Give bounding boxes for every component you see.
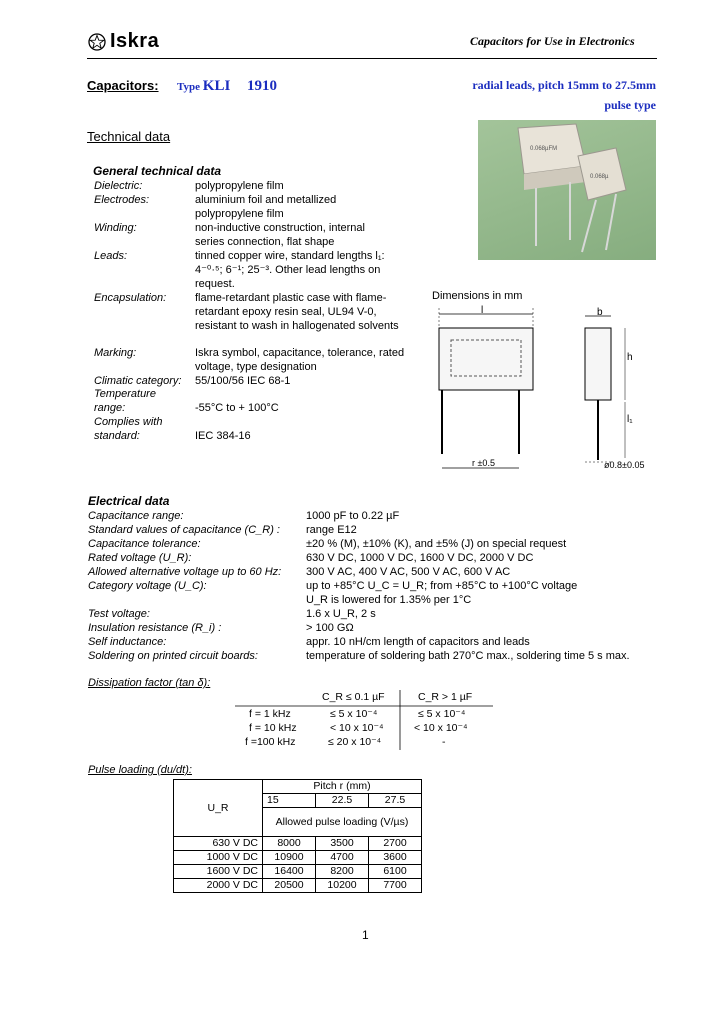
type-name: KLI <box>202 78 231 94</box>
dissipation-f2: f = 10 kHz <box>249 722 297 734</box>
dim-b-label: b <box>597 307 603 318</box>
page-number: 1 <box>362 928 369 942</box>
climatic-category-label: Climatic category: <box>94 375 182 387</box>
pulse-cell: 16400 <box>263 865 316 879</box>
dim-l1-label: l₁ <box>627 414 633 425</box>
pulse-cell: 3600 <box>369 851 422 865</box>
test-voltage-value: 1.6 x U_R, 2 s <box>306 608 376 620</box>
iskra-star-icon <box>88 33 106 51</box>
dissipation-f3-b: - <box>442 736 446 748</box>
table-row <box>174 837 422 851</box>
table-row <box>174 865 422 879</box>
voltage-cell: 2000 V DC <box>174 879 263 893</box>
electrical-data-heading: Electrical data <box>88 494 170 508</box>
pitch-22-5: 22.5 <box>316 794 369 808</box>
dissipation-f2-b: < 10 x 10⁻⁴ <box>414 722 468 734</box>
dim-h-label: h <box>627 352 633 363</box>
temperature-range-label: Temperature range: <box>94 388 156 414</box>
technical-data-heading: Technical data <box>87 129 171 144</box>
complies-value: IEC 384-16 <box>195 430 251 442</box>
pitch-27-5: 27.5 <box>369 794 422 808</box>
pulse-cell: 10900 <box>263 851 316 865</box>
ur-header: U_R <box>174 780 263 837</box>
dimensions-label: Dimensions in mm <box>432 290 523 302</box>
pulse-cell: 10200 <box>316 879 369 893</box>
electrodes-value: aluminium foil and metallized polypropylene film <box>195 194 337 220</box>
pulse-cell: 6100 <box>369 865 422 879</box>
dielectric-value: polypropylene film <box>195 180 284 192</box>
dissipation-f3: f =100 kHz <box>245 736 296 748</box>
header-tagline: Capacitors for Use in Electronics <box>470 34 635 48</box>
general-technical-heading: General technical data <box>93 164 222 178</box>
type-number: 1910 <box>247 78 278 94</box>
dissipation-heading: Dissipation factor (tan δ): <box>88 677 211 689</box>
dim-l-label: l <box>481 305 484 316</box>
dissipation-f3-a: ≤ 20 x 10⁻⁴ <box>328 736 382 748</box>
pulse-cell: 8000 <box>263 837 316 851</box>
leads-value: tinned copper wire, standard lengths l₁: 4⁻⁰·⁵; 6⁻¹; 25⁻³. Other lead lengths on request. <box>195 250 385 290</box>
dim-d-label: ø0.8±0.05 <box>604 460 645 470</box>
insulation-resistance-label: Insulation resistance (R_i) : <box>88 622 222 634</box>
complies-label: Complies with standard: <box>94 416 163 442</box>
standard-values-label: Standard values of capacitance (C_R) : <box>88 524 280 536</box>
insulation-resistance-value: > 100 GΩ <box>306 622 354 634</box>
pitch-header: Pitch r (mm) <box>263 780 422 794</box>
pulse-cell: 8200 <box>316 865 369 879</box>
brand-name: Iskra <box>110 30 160 52</box>
dissipation-col1: C_R ≤ 0.1 µF <box>322 691 385 703</box>
pulse-heading: Pulse loading (du/dt): <box>88 764 192 776</box>
dissipation-f2-a: < 10 x 10⁻⁴ <box>330 722 384 734</box>
alternative-voltage-value: 300 V AC, 400 V AC, 500 V AC, 600 V AC <box>306 566 511 578</box>
category-voltage-label: Category voltage (U_C): <box>88 580 207 592</box>
voltage-cell: 630 V DC <box>174 837 263 851</box>
category-voltage-value: up to +85°C U_C = U_R; from +85°C to +100°C voltage U_R is lowered for 1.35% per 1°C <box>306 580 578 606</box>
table-row <box>174 851 422 865</box>
self-inductance-value: appr. 10 nH/cm length of capacitors and leads <box>306 636 530 648</box>
voltage-cell: 1600 V DC <box>174 865 263 879</box>
rated-voltage-value: 630 V DC, 1000 V DC, 1600 V DC, 2000 V DC <box>306 552 534 564</box>
pulse-cell: 3500 <box>316 837 369 851</box>
dissipation-f1: f = 1 kHz <box>249 708 291 720</box>
standard-values-value: range E12 <box>306 524 357 536</box>
table-row <box>174 879 422 893</box>
marking-value: Iskra symbol, capacitance, tolerance, rated voltage, type designation <box>195 347 405 373</box>
rated-voltage-label: Rated voltage (U_R): <box>88 552 192 564</box>
capacitance-tolerance-value: ±20 % (M), ±10% (K), and ±5% (J) on special request <box>306 538 567 550</box>
winding-label: Winding: <box>94 222 137 234</box>
encapsulation-value: flame-retardant plastic case with flame-retardant epoxy resin seal, UL94 V-0, resistant to wash in hallogenated solvents <box>195 292 399 332</box>
pulse-cell: 4700 <box>316 851 369 865</box>
dimensions-drawing <box>425 302 660 482</box>
electrodes-label: Electrodes: <box>94 194 150 206</box>
product-photo <box>478 120 656 260</box>
type-designation <box>177 78 277 95</box>
type-prefix: Type <box>177 81 201 93</box>
capacitance-tolerance-label: Capacitance tolerance: <box>88 538 201 550</box>
dissipation-f1-b: ≤ 5 x 10⁻⁴ <box>418 708 466 720</box>
soldering-label: Soldering on printed circuit boards: <box>88 650 258 662</box>
brand-logo <box>88 30 159 53</box>
dissipation-col2: C_R > 1 µF <box>418 691 473 703</box>
pulse-cell: 7700 <box>369 879 422 893</box>
winding-value: non-inductive construction, internal series connection, flat shape <box>195 222 365 248</box>
pulse-type-label: pulse type <box>604 98 656 112</box>
svg-text:0.068µFM: 0.068µFM <box>530 146 558 152</box>
pulse-cell: 20500 <box>263 879 316 893</box>
pulse-cell: 2700 <box>369 837 422 851</box>
voltage-cell: 1000 V DC <box>174 851 263 865</box>
dim-r-label: r ±0.5 <box>472 458 495 468</box>
svg-text:0.068µ: 0.068µ <box>590 174 609 180</box>
test-voltage-label: Test voltage: <box>88 608 150 620</box>
pitch-15: 15 <box>263 794 316 808</box>
encapsulation-label: Encapsulation: <box>94 292 167 304</box>
leads-description: radial leads, pitch 15mm to 27.5mm <box>472 78 656 92</box>
alternative-voltage-label: Allowed alternative voltage up to 60 Hz: <box>88 566 282 578</box>
climatic-category-value: 55/100/56 IEC 68-1 <box>195 375 291 387</box>
capacitance-range-label: Capacitance range: <box>88 510 184 522</box>
dielectric-label: Dielectric: <box>94 180 143 192</box>
marking-label: Marking: <box>94 347 137 359</box>
dissipation-f1-a: ≤ 5 x 10⁻⁴ <box>330 708 378 720</box>
pulse-loading-table <box>173 779 422 893</box>
header-divider <box>87 58 657 59</box>
capacitance-range-value: 1000 pF to 0.22 µF <box>306 510 400 522</box>
allowed-pulse-header: Allowed pulse loading (V/µs) <box>263 808 422 837</box>
self-inductance-label: Self inductance: <box>88 636 167 648</box>
soldering-value: temperature of soldering bath 270°C max., soldering time 5 s max. <box>306 650 630 662</box>
temperature-range-value: -55°C to + 100°C <box>195 402 279 414</box>
leads-label: Leads: <box>94 250 128 262</box>
capacitors-label: Capacitors: <box>87 78 159 93</box>
table-row <box>174 780 422 794</box>
